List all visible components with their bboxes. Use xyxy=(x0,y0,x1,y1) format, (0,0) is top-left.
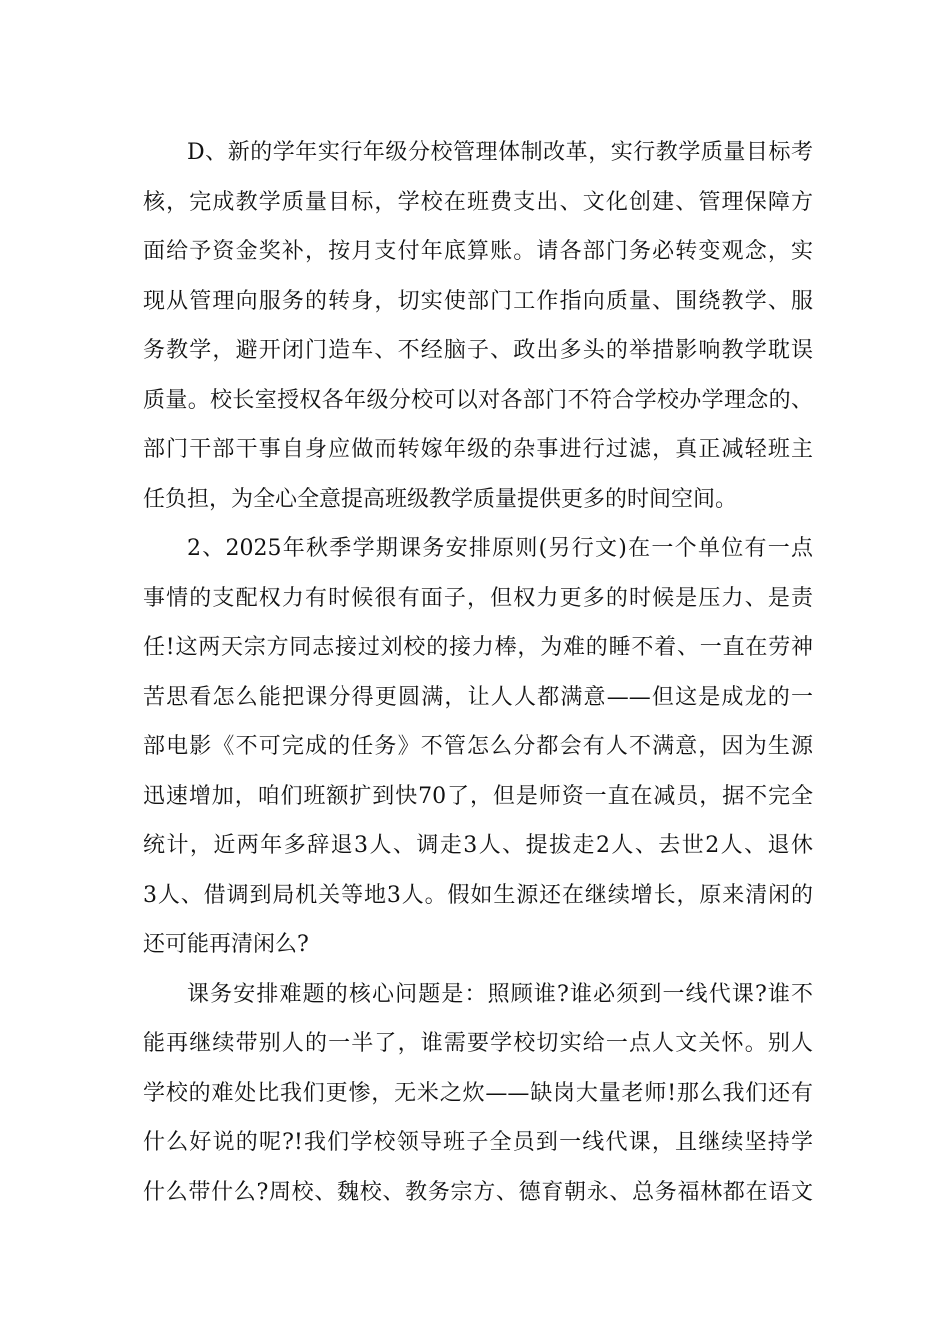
text-line: 还可能再清闲么? xyxy=(143,932,309,957)
document-body xyxy=(143,128,813,1217)
text-line: 苦思看怎么能把课分得更圆满，让人人都满意——但这是成龙的一 xyxy=(143,684,813,710)
text-line: 课务安排难题的核心问题是：照顾谁?谁必须到一线代课?谁不 xyxy=(187,981,813,1007)
text-line: 学校的难处比我们更惨，无米之炊——缺岗大量老师!那么我们还有 xyxy=(143,1080,813,1106)
text-line: 任负担，为全心全意提高班级教学质量提供更多的时间空间。 xyxy=(143,486,738,512)
text-line: 能再继续带别人的一半了，谁需要学校切实给一点人文关怀。别人 xyxy=(143,1031,813,1056)
text-line: 质量。校长室授权各年级分校可以对各部门不符合学校办学理念的、 xyxy=(143,387,813,413)
text-line: 迅速增加，咱们班额扩到快70了，但是师资一直在减员，据不完全 xyxy=(143,783,813,809)
text-line: D、新的学年实行年级分校管理体制改革，实行教学质量目标考 xyxy=(187,140,813,165)
text-line: 什么好说的呢?!我们学校领导班子全员到一线代课，且继续坚持学 xyxy=(143,1130,813,1155)
text-line: 事情的支配权力有时候很有面子，但权力更多的时候是压力、是责 xyxy=(143,585,813,611)
paragraph-core-issue xyxy=(143,970,813,1218)
text-line: 统计，近两年多辞退3人、调走3人、提拔走2人、去世2人、退休 xyxy=(143,833,813,858)
text-line: 任!这两天宗方同志接过刘校的接力棒，为难的睡不着、一直在劳神 xyxy=(143,635,813,660)
paragraph-reform xyxy=(143,128,813,524)
text-line: 务教学，避开闭门造车、不经脑子、政出多头的举措影响教学耽误 xyxy=(143,338,813,363)
text-line: 什么带什么?周校、魏校、教务宗方、德育朝永、总务福林都在语文 xyxy=(143,1179,813,1205)
text-line: 面给予资金奖补，按月支付年底算账。请各部门务必转变观念，实 xyxy=(143,239,813,264)
text-line: 3人、借调到局机关等地3人。假如生源还在继续增长，原来清闲的 xyxy=(143,882,813,908)
paragraph-course-arrangement xyxy=(143,524,813,970)
text-line: 现从管理向服务的转身，切实使部门工作指向质量、围绕教学、服 xyxy=(143,288,813,314)
text-line: 部门干部干事自身应做而转嫁年级的杂事进行过滤，真正减轻班主 xyxy=(143,437,813,462)
text-line: 2、2025年秋季学期课务安排原则(另行文)在一个单位有一点 xyxy=(187,536,813,561)
text-line: 部电影《不可完成的任务》不管怎么分都会有人不满意，因为生源 xyxy=(143,734,813,759)
text-line: 核，完成教学质量目标，学校在班费支出、文化创建、管理保障方 xyxy=(143,189,813,215)
